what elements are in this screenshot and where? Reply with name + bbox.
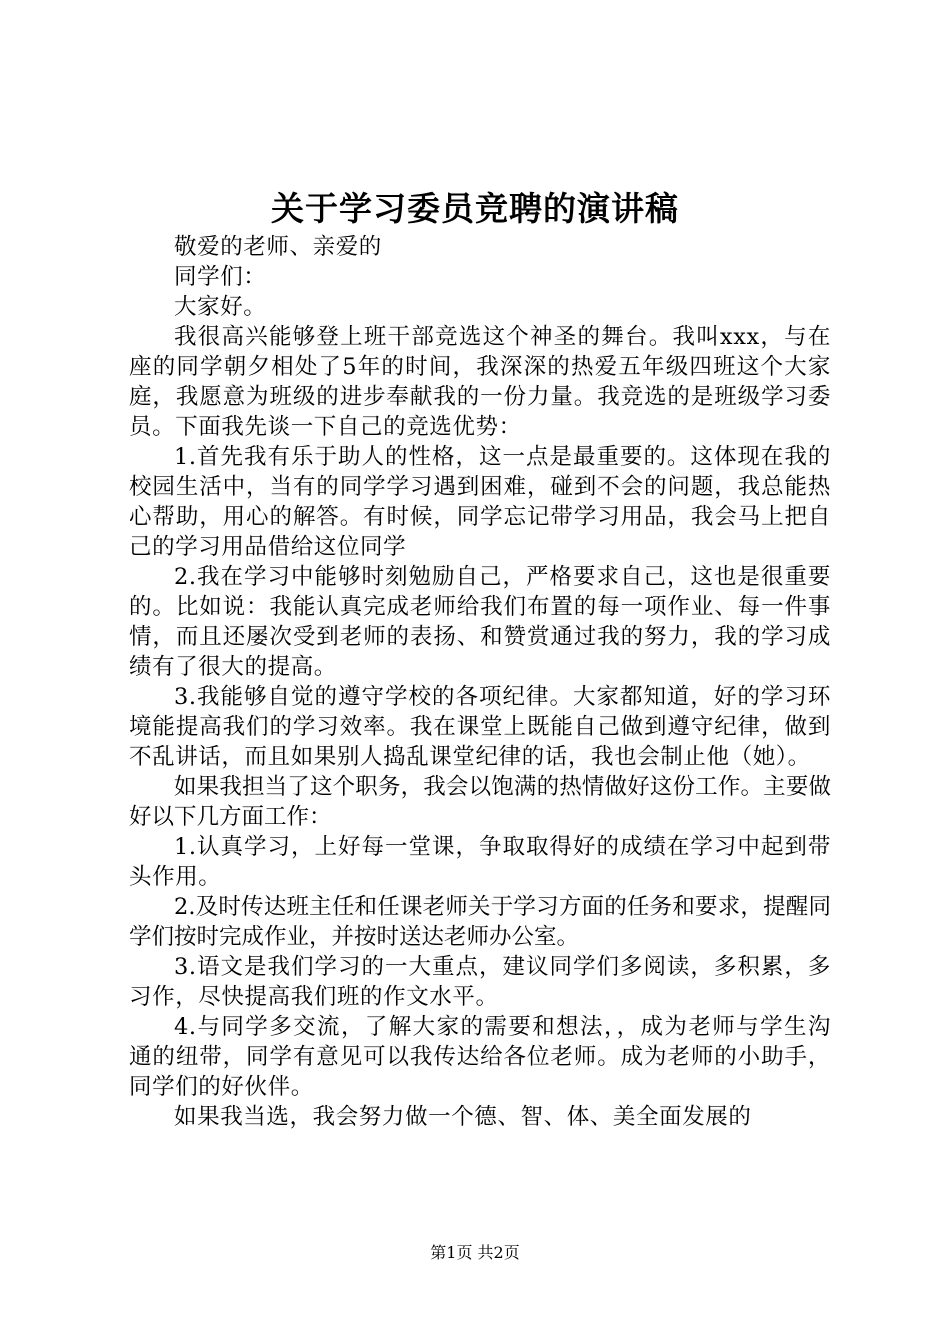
paragraph: 2.我在学习中能够时刻勉励自己，严格要求自己，这也是很重要的。比如说：我能认真完成老师给我们布置的每一项作业、每一件事情，而且还屡次受到老师的表扬、和赞赏通过我的努力，我的学习成绩有了很大的提高。 (129, 564, 831, 680)
salutation-line: 同学们： (174, 264, 267, 290)
paragraph: 1.认真学习，上好每一堂课，争取取得好的成绩在学习中起到带头作用。 (129, 834, 831, 890)
document-body (129, 232, 831, 1132)
paragraph: 我很高兴能够登上班干部竞选这个神圣的舞台。我叫xxx，与在座的同学朝夕相处了5年的时间，我深深的热爱五年级四班这个大家庭，我愿意为班级的进步奉献我的一份力量。我竞选的是班级学习委员。下面我先谈一下自己的竞选优势： (129, 324, 831, 440)
paragraph: 如果我担当了这个职务，我会以饱满的热情做好这份工作。主要做好以下几方面工作： (129, 774, 831, 830)
page-footer: 第1页 共2页 (430, 1243, 520, 1262)
salutation-line: 敬爱的老师、亲爱的 (174, 234, 382, 260)
page-title: 关于学习委员竞聘的演讲稿 (271, 189, 679, 228)
paragraph: 如果我当选，我会努力做一个德、智、体、美全面发展的 (174, 1104, 752, 1130)
paragraph: 2.及时传达班主任和任课老师关于学习方面的任务和要求，提醒同学们按时完成作业，并按时送达老师办公室。 (129, 894, 831, 950)
paragraph: 3.语文是我们学习的一大重点，建议同学们多阅读，多积累，多习作，尽快提高我们班的作文水平。 (129, 954, 831, 1010)
paragraph: 3.我能够自觉的遵守学校的各项纪律。大家都知道，好的学习环境能提高我们的学习效率。我在课堂上既能自己做到遵守纪律，做到不乱讲话，而且如果别人捣乱课堂纪律的话，我也会制止他（她）。 (129, 684, 831, 770)
paragraph: 4.与同学多交流，了解大家的需要和想法，，成为老师与学生沟通的纽带，同学有意见可以我传达给各位老师。成为老师的小助手，同学们的好伙伴。 (129, 1014, 831, 1100)
paragraph: 1.首先我有乐于助人的性格，这一点是最重要的。这体现在我的校园生活中，当有的同学学习遇到困难，碰到不会的问题，我总能热心帮助，用心的解答。有时候，同学忘记带学习用品，我会马上把自己的学习用品借给这位同学 (129, 444, 831, 560)
greeting-line: 大家好。 (174, 294, 267, 320)
